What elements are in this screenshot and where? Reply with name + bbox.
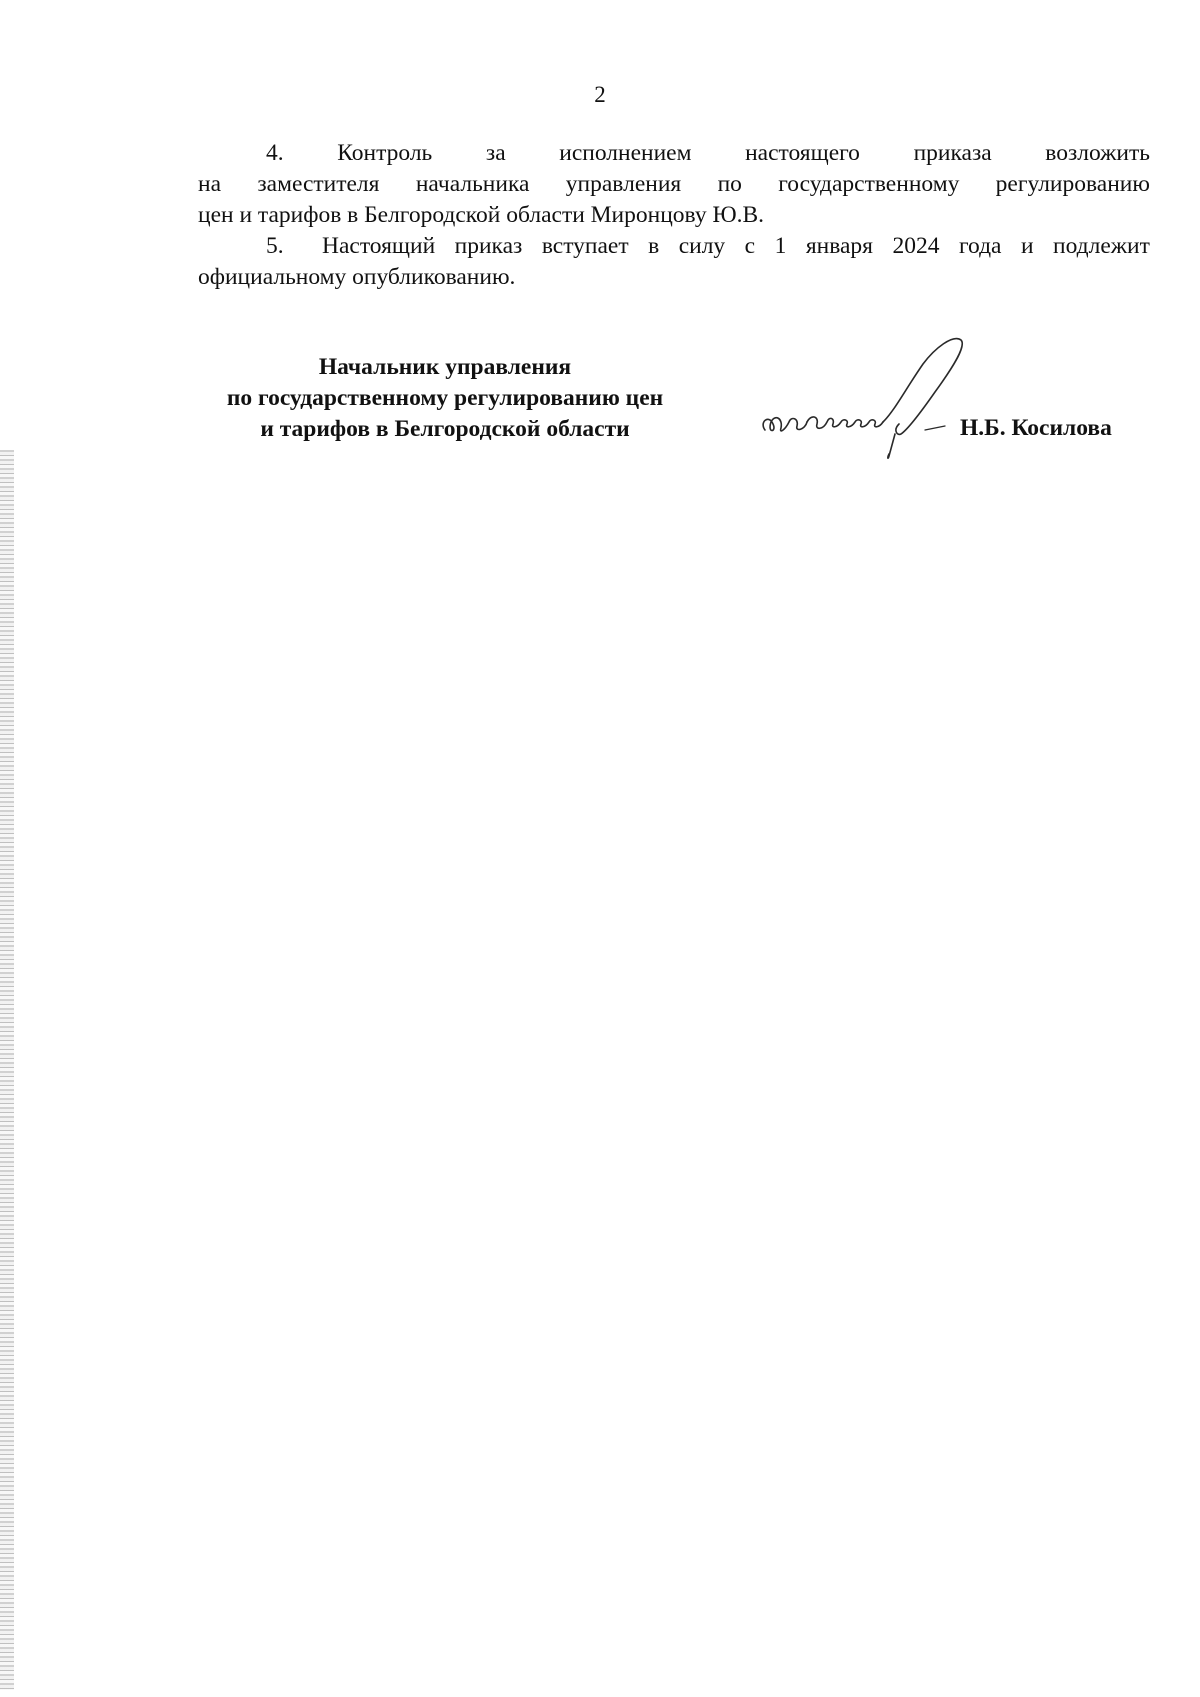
- paragraph-5-line-1-word: вступает: [541, 233, 629, 259]
- paragraph-4-line-2-word: на: [198, 171, 222, 197]
- paragraph-4: [198, 138, 1150, 231]
- paragraph-5-line-1-word: Настоящий: [322, 233, 436, 259]
- paragraph-5-line-1-word: подлежит: [1053, 233, 1150, 259]
- signature-title-line: по государственному регулированию цен: [226, 385, 664, 411]
- paragraph-5-line-1-word: и: [1020, 233, 1034, 259]
- paragraph-5-number: 5.: [266, 233, 284, 259]
- paragraph-5-line-1-word: года: [958, 233, 1002, 259]
- paragraph-5-line-1-word: в: [648, 233, 660, 259]
- document-body: [198, 138, 1150, 293]
- paragraph-4-line-2: [198, 169, 1150, 200]
- paragraph-5-line-1-text: [322, 231, 1150, 262]
- paragraph-5-line-1-word: силу: [678, 233, 726, 259]
- paragraph-5-line-2: официальному опубликованию.: [198, 264, 516, 290]
- paragraph-5-line-1-word: с: [744, 233, 756, 259]
- paragraph-4-word: Контроль: [337, 140, 433, 166]
- paragraph-4-line-2-word: регулированию: [995, 171, 1150, 197]
- paragraph-4-word: приказа: [913, 140, 992, 166]
- paragraph-4-line-2-word: государственному: [778, 171, 960, 197]
- handwritten-signature: [755, 330, 1025, 490]
- paragraph-5-line-1-word: 2024: [892, 233, 940, 259]
- paragraph-5-line-1: [198, 231, 1150, 262]
- paragraph-5-line-1-word: приказ: [454, 233, 523, 259]
- paragraph-4-line-2-word: начальника: [415, 171, 530, 197]
- page-number: 2: [594, 82, 606, 107]
- signature-position-title: [180, 352, 710, 445]
- paragraph-5: [198, 231, 1150, 293]
- paragraph-4-word: возложить: [1045, 140, 1150, 166]
- paragraph-4-line-2-word: по: [717, 171, 742, 197]
- paragraph-4-word: исполнением: [559, 140, 692, 166]
- paragraph-4-word: за: [485, 140, 506, 166]
- signature-title-line: и тарифов в Белгородской области: [260, 416, 630, 442]
- signature-title-line: Начальник управления: [318, 354, 572, 380]
- paragraph-4-number: 4.: [266, 140, 284, 166]
- scan-edge-artifact: [0, 450, 14, 1690]
- paragraph-4-line-2-word: заместителя: [257, 171, 380, 197]
- paragraph-5-line-1-word: января: [805, 233, 873, 259]
- paragraph-5-line-1-word: 1: [774, 233, 787, 259]
- signer-name: Н.Б. Косилова: [960, 415, 1112, 441]
- paragraph-4-line-2-word: управления: [565, 171, 682, 197]
- paragraph-4-word: настоящего: [745, 140, 860, 166]
- paragraph-4-line-1: [198, 138, 1150, 169]
- paragraph-4-line-3: цен и тарифов в Белгородской области Миронцову Ю.В.: [198, 202, 765, 228]
